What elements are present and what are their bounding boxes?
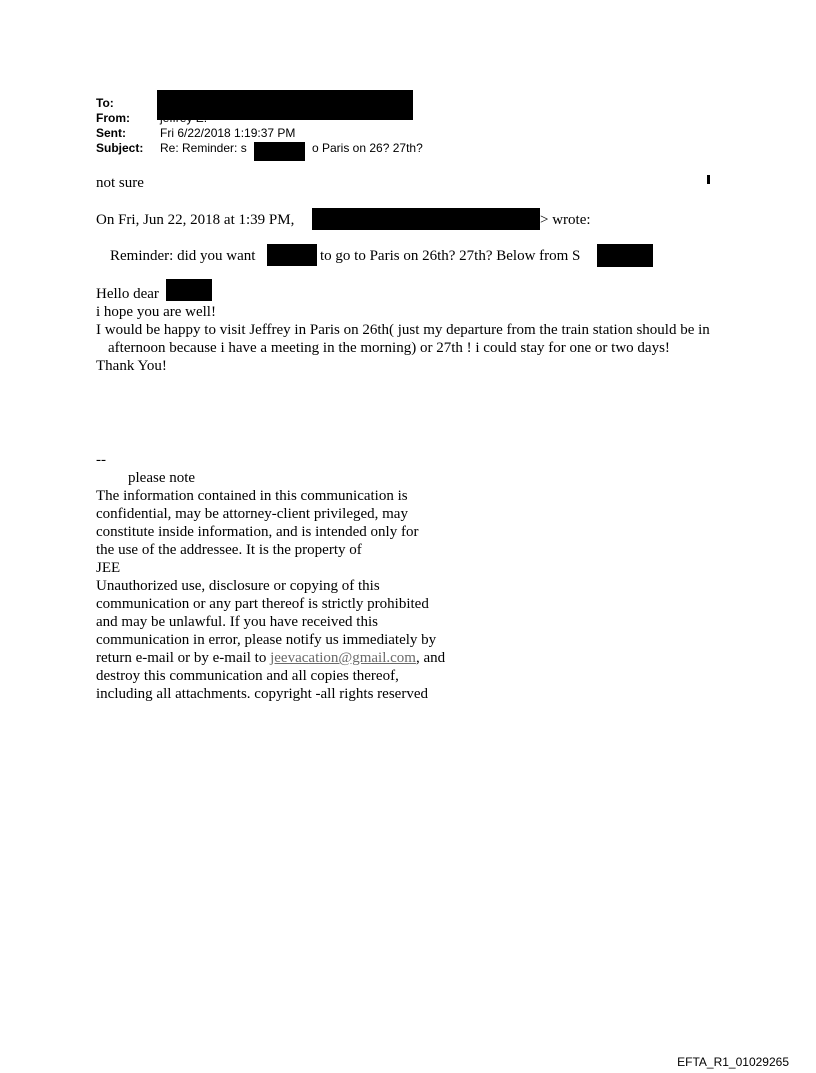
body-line: Thank You! bbox=[96, 358, 167, 374]
note-heading: please note bbox=[128, 470, 196, 486]
disclaimer-line: the use of the addressee. It is the property of bbox=[96, 542, 362, 558]
disclaimer-email-line bbox=[96, 649, 496, 667]
disclaimer-line: Unauthorized use, disclosure or copying of this bbox=[96, 578, 380, 594]
email-suffix: , and bbox=[415, 650, 446, 666]
reminder-middle: to go to Paris on 26th? 27th? Below from S bbox=[320, 248, 581, 264]
redaction-block-sender bbox=[312, 208, 540, 230]
document-id: EFTA_R1_01029265 bbox=[677, 1055, 789, 1069]
email-prefix: return e-mail or by e-mail to bbox=[96, 650, 267, 666]
reply-text: not sure bbox=[96, 175, 144, 191]
from-label: From: bbox=[96, 111, 130, 125]
disclaimer-line: constitute inside information, and is intended only for bbox=[96, 524, 419, 540]
email-link[interactable]: jeevacation@gmail.com bbox=[270, 650, 416, 666]
disclaimer-line: destroy this communication and all copies thereof, bbox=[96, 668, 399, 684]
redaction-block-source bbox=[597, 244, 653, 267]
redaction-block-to bbox=[157, 90, 413, 120]
body-line: i hope you are well! bbox=[96, 304, 216, 320]
subject-suffix: o Paris on 26? 27th? bbox=[312, 141, 423, 155]
disclaimer-line: confidential, may be attorney-client privileged, may bbox=[96, 506, 408, 522]
disclaimer-line: The information contained in this communication is bbox=[96, 488, 408, 504]
greeting: Hello dear bbox=[96, 286, 159, 302]
sent-value: Fri 6/22/2018 1:19:37 PM bbox=[160, 126, 296, 140]
redaction-block-subject bbox=[254, 142, 305, 161]
quote-intro-suffix: > wrote: bbox=[540, 212, 591, 228]
disclaimer-line: communication in error, please notify us immediately by bbox=[96, 632, 437, 648]
redaction-block-greeting bbox=[166, 279, 212, 301]
margin-mark bbox=[707, 175, 710, 184]
signature-separator: -- bbox=[96, 452, 106, 468]
subject-label: Subject: bbox=[96, 141, 144, 155]
disclaimer-line: communication or any part thereof is strictly prohibited bbox=[96, 596, 429, 612]
disclaimer-line: JEE bbox=[96, 560, 121, 576]
disclaimer-line: including all attachments. copyright -all rights reserved bbox=[96, 686, 428, 702]
quote-intro-prefix: On Fri, Jun 22, 2018 at 1:39 PM, bbox=[96, 212, 295, 228]
redaction-block-name bbox=[267, 244, 317, 266]
reminder-prefix: Reminder: did you want bbox=[110, 248, 256, 264]
disclaimer-line: and may be unlawful. If you have received this bbox=[96, 614, 378, 630]
to-label: To: bbox=[96, 96, 114, 110]
signature-disclaimer bbox=[96, 451, 496, 703]
body-line: I would be happy to visit Jeffrey in Paris on 26th( just my departure from the train station should be in afternoon because i have a meeting in the morning) or 27th ! i could stay for one or two days! bbox=[96, 322, 710, 356]
subject-prefix: Re: Reminder: s bbox=[160, 141, 247, 155]
sent-label: Sent: bbox=[96, 126, 126, 140]
message-body bbox=[96, 303, 736, 375]
